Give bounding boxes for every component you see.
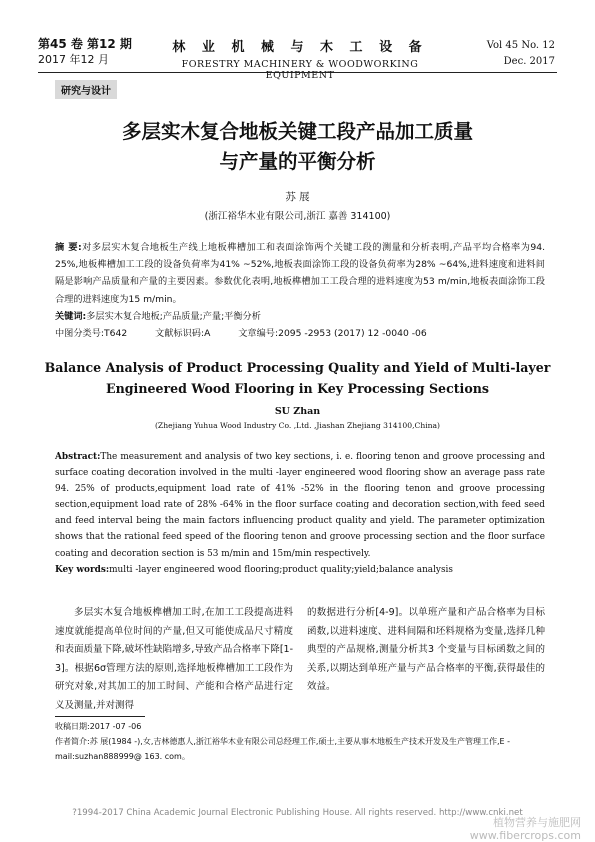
abstract-cn-block (55, 239, 545, 342)
doc-code-label: 文献标识码: (155, 328, 205, 340)
keywords-en-text: multi -layer engineered wood flooring;product quality;yield;balance analysis (109, 564, 453, 575)
clc-value: T642 (104, 328, 128, 340)
body-right-column: 的数据进行分析[4-9]。以单班产量和产品合格率为目标函数,以进料速度、进料间隔和坯料规格为变量,选择几种典型的产品规格,测量分析其3 个变量与目标函数之间的关系,以期达到单班产量与产品合格率的平衡,获得最佳的效益。 (307, 607, 545, 693)
affiliation-cn: (浙江裕华木业有限公司,浙江 嘉善 314100) (204, 211, 391, 222)
title-cn-line2: 与产量的平衡分析 (219, 150, 376, 173)
affiliation-en: (Zhejiang Yuhua Wood Industry Co. ,Ltd. ,Jiashan Zhejiang 314100,China) (154, 421, 441, 430)
title-cn (40, 117, 555, 177)
article-number-value: 2095 -2953 (2017) 12 -0040 -06 (278, 328, 427, 340)
copyright-footer: ?1994-2017 China Academic Journal Electronic Publishing House. All rights reserved. http://www.cnki.net (72, 808, 523, 818)
abstract-en-text: The measurement and analysis of two key sections, i. e. flooring tenon and groove processing and surface coating decoration involved in the multi -layer engineered wood flooring show an average pass rate 94. 25% of products,equipment load rate of 41% -52% in the flooring tenon and groove processing section,equipment load rate of 28% -64% in the floor surface coating and decoration section,with feed seed and feed interval being the main factors influencing product quality and yield. The parameter optimization shows that the rational feed speed of the flooring tenon and groove processing section and the floor surface coating and decoration section is 53 m/min and 15m/min respectively. (55, 452, 545, 559)
footnote-rule (55, 716, 145, 717)
keywords-cn-label: 关键词: (55, 310, 87, 322)
vol-issue-en: Vol 45 No. 12 (486, 40, 555, 51)
issue-info-en (487, 38, 555, 70)
abstract-en-block (55, 449, 545, 578)
classification-line (55, 325, 545, 342)
article-number-label: 文章编号: (238, 328, 279, 340)
section-tag: 研究与设计 (55, 80, 117, 99)
author-en: SU Zhan (274, 406, 321, 417)
abstract-cn-text: 对多层实木复合地板生产线上地板榫槽加工和表面涂饰两个关键工段的测量和分析表明,产品平均合格率为94. 25%,地板榫槽加工工段的设备负荷率为41% ~52%,地板表面涂饰工段的设备负荷率为28% ~64%,进料速度和进料间隔是影响产品质量和产量的主要因素。参数优化表明,地板榫槽加工工段合理的进料速度为53 m/min,地板表面涂饰工段合理的进料速度为15 m/min。 (55, 242, 546, 305)
watermark-line2: www.fibercrops.com (469, 829, 581, 842)
journal-name-cn: 林 业 机 械 与 木 工 设 备 (172, 40, 428, 55)
header-rule (38, 72, 557, 73)
keywords-en-label: Key words: (55, 564, 110, 575)
journal-title (150, 36, 450, 81)
received-date (55, 719, 545, 734)
journal-name-en: FORESTRY MACHINERY & WOODWORKING EQUIPMENT (181, 59, 419, 81)
title-en-line1: Balance Analysis of Product Processing Quality and Yield of Multi-layer (44, 360, 551, 375)
keywords-cn-text: 多层实木复合地板;产品质量;产量;平衡分析 (86, 310, 261, 322)
keywords-cn (55, 308, 545, 325)
author-bio (55, 734, 545, 764)
keywords-en (55, 562, 545, 578)
clc-label: 中图分类号: (55, 328, 105, 340)
author-bio-text: 苏 展(1984 -),女,吉林德惠人,浙江裕华木业有限公司总经理工作,硕士,主要从事木地板生产技术开发及生产管理工作,E -mail:suzhan888999@ 163. com。 (55, 737, 511, 761)
author-cn: 苏 展 (285, 191, 310, 203)
vol-issue-cn: 第45 卷 第12 期 (38, 37, 132, 51)
received-label: 收稿日期: (55, 722, 90, 731)
abstract-cn (55, 239, 545, 308)
issue-info-cn (38, 36, 132, 68)
title-en (40, 357, 555, 399)
abstract-en (55, 449, 545, 562)
body-left-column: 多层实木复合地板榫槽加工时,在加工工段提高进料速度就能提高单位时间的产量,但又可能使成品尺寸精度和表面质量下降,破坏性缺陷增多,导致产品合格率下降[1-3]。根据6σ管理方法的原则,选择地板榫槽加工工段作为研究对象,对其加工的加工时间、产能和合格产品进行定义及测量,并对测得 (55, 607, 293, 711)
watermark (470, 816, 581, 842)
received-value: 2017 -07 -06 (89, 722, 142, 731)
date-en: Dec. 2017 (503, 56, 555, 67)
abstract-cn-label: 摘 要: (55, 242, 82, 253)
doc-code-value: A (204, 328, 211, 340)
watermark-line1: 植物营养与施肥网 (493, 816, 581, 829)
title-en-line2: Engineered Wood Flooring in Key Processing Sections (106, 381, 489, 396)
date-cn: 2017 年12 月 (38, 53, 109, 66)
author-bio-label: 作者简介: (55, 737, 90, 746)
title-cn-line1: 多层实木复合地板关键工段产品加工质量 (121, 120, 473, 143)
abstract-en-label: Abstract: (55, 452, 101, 462)
